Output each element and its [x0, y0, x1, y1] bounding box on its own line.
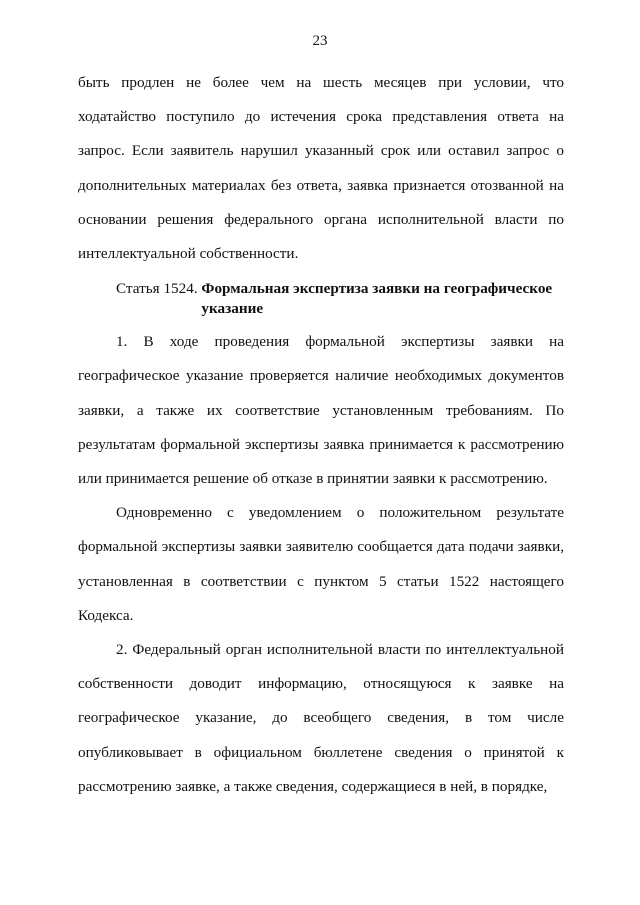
- paragraph-continuation: быть продлен не более чем на шесть месяцев при условии, что ходатайство поступило до истечения срока представления ответа на запрос. Если заявитель нарушил указанный срок или оставил запрос о дополнительных материалах без ответа, заявка признается отозванной на основании решения федерального органа исполнительной власти по интеллектуальной собственности.: [78, 74, 564, 263]
- article-heading: [78, 279, 564, 319]
- page-number: 23: [312, 33, 328, 49]
- paragraph-1b: Одновременно с уведомлением о положительном результате формальной экспертизы заявки заявителю сообщается дата подачи заявки, установленная в соответствии с пунктом 5 статьи 1522 настоящего Кодекса.: [78, 504, 564, 624]
- paragraph-2: 2. Федеральный орган исполнительной власти по интеллектуальной собственности доводит информацию, относящуюся к заявке на географическое указание, до всеобщего сведения, в том числе опубликовывает в официальном бюллетене сведения о принятой к рассмотрению заявке, а также сведения, содержащиеся в ней, в порядке,: [78, 641, 564, 795]
- document-body: [78, 66, 564, 804]
- paragraph-1: 1. В ходе проведения формальной экспертизы заявки на географическое указание проверяется наличие необходимых документов заявки, а также их соответствие установленным требованиям. По результатам формальной экспертизы заявка принимается к рассмотрению или принимается решение об отказе в принятии заявки к рассмотрению.: [78, 333, 564, 488]
- article-number: Статья 1524.: [116, 280, 202, 298]
- article-title: Формальная экспертиза заявки на географическое указание: [201, 280, 553, 318]
